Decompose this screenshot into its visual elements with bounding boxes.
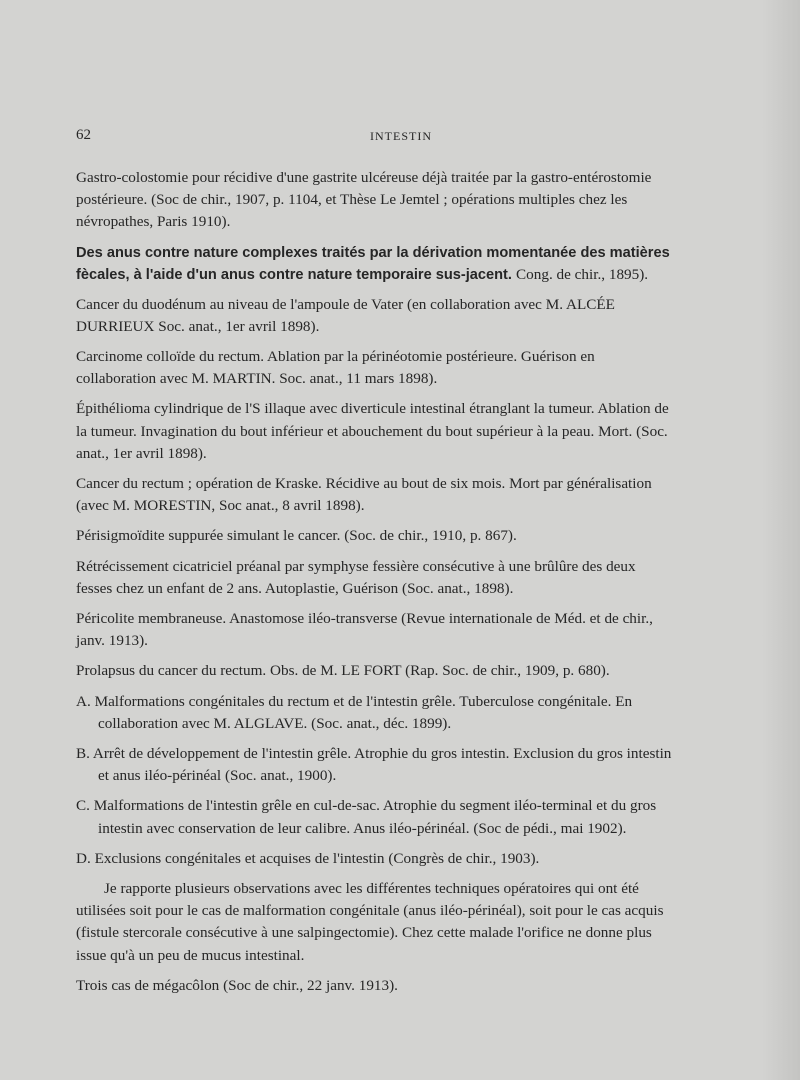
bibliography-entry <box>76 975 672 997</box>
entry-reference: Méd. et de chir., janv. 1913). <box>76 610 653 650</box>
bibliography-entry <box>76 660 672 682</box>
entry-label: D. <box>76 849 91 867</box>
entry-text: Trois cas de mégacôlon <box>76 976 220 994</box>
entry-text: Rétrécissement cicatriciel préanal par symphyse fessière consécutive à une brûlûre des deux fesses chez un enfant de 2 ans. Autoplastie, Guérison <box>76 557 636 597</box>
bibliography-entry <box>76 608 672 652</box>
bibliography-entry <box>76 556 672 600</box>
entry-reference: Soc. anat., 1er avril 1898). <box>158 317 320 335</box>
entry-text: Des anus contre nature complexes traités par la dérivation momentanée des matières fècales, à l'aide d'un anus contre nature temporaire sus-jacent. <box>76 244 670 283</box>
entry-text: Péricolite membraneuse. Anastomose iléo-transverse (Revue internationale de <box>76 610 551 628</box>
entry-text: Prolapsus du cancer du rectum. Obs. de M. LE FORT (Rap. <box>76 662 439 680</box>
bibliography-entry <box>76 525 672 547</box>
entry-text: Épithélioma cylindrique de l'S illaque avec diverticule intestinal étranglant la tumeur. Ablation de la tumeur. Invagination du bout inférieur et abouchement du bout supérieur à la peau. Mort. <box>76 400 669 440</box>
entry-reference: Soc. de chir., 1909, p. 680). <box>442 662 610 680</box>
bibliography-entry <box>76 398 672 465</box>
lettered-entry <box>76 743 672 787</box>
bibliography-entry <box>76 346 672 390</box>
page-number: 62 <box>76 127 91 143</box>
entry-reference: (Soc. anat., déc. 1899). <box>311 714 452 732</box>
entry-text: Cancer du duodénum au niveau de l'ampoule de Vater (en collaboration avec M. ALCÉE DURRIEUX <box>76 295 615 335</box>
entry-reference: (Soc. anat., 1er avril 1898). <box>76 422 668 462</box>
lettered-entry <box>76 848 672 870</box>
bibliography-entry <box>76 473 672 517</box>
page-content <box>76 167 672 1005</box>
bibliography-entry <box>76 167 672 234</box>
entry-reference: (Soc de pédi., mai 1902). <box>473 819 627 837</box>
body-paragraph: Je rapporte plusieurs observations avec les différentes techniques opératoires qui ont été utilisées soit pour le cas de malformation congénitale (anus iléo-périnéal), soit pour le cas acquis (fistule stercorale consécutive à une salpingectomie). Chez cette malade l'orifice ne donne plus issue qu'à un peu de mucus intestinal. <box>76 880 664 964</box>
page-edge-shadow <box>762 0 800 1080</box>
entry-text: Arrêt de développement de l'intestin grêle. Atrophie du gros intestin. Exclusion du gros intestin et anus iléo-périnéal <box>92 745 672 785</box>
entry-label: A. <box>76 692 91 710</box>
entry-reference: (Soc de chir., 22 janv. 1913). <box>223 976 398 994</box>
entry-reference: (Congrès de chir., 1903). <box>388 849 540 867</box>
entry-text: Malformations de l'intestin grêle en cul-de-sac. Atrophie du segment iléo-terminal et du gros intestin avec conservation de leur calibre. Anus iléo-périnéal. <box>93 797 657 837</box>
entry-reference: (Soc de chir., 1907, p. 1104, et Thèse Le Jemtel ; opérations multiples chez les névropathes, Paris 1910). <box>76 191 628 231</box>
bibliography-entry <box>76 294 672 338</box>
entry-text: Carcinome colloïde du rectum. Ablation par la périnéotomie postérieure. Guérison en collaboration avec M. MARTIN. <box>76 348 595 388</box>
entry-text: Périsigmoïdite suppurée simulant le cancer. <box>76 527 341 545</box>
entry-label: B. <box>76 745 90 763</box>
page-header <box>76 127 726 151</box>
lettered-entry <box>76 691 672 735</box>
lettered-entry <box>76 795 672 839</box>
entry-text: Gastro-colostomie pour récidive d'une gastrite ulcéreuse déjà traitée par la gastro-entérostomie postérieure. <box>76 169 652 209</box>
entry-text: Malformations congénitales du rectum et de l'intestin grêle. Tuberculose congénitale. En collaboration avec M. ALGLAVE. <box>94 692 633 732</box>
running-head: INTESTIN <box>370 129 432 143</box>
entry-reference: (Soc. de chir., 1910, p. 867). <box>344 527 517 545</box>
entry-reference: Soc anat., 8 avril 1898). <box>219 497 365 515</box>
bibliography-entry-bold <box>76 242 672 286</box>
entry-reference: Soc. anat., 11 mars 1898). <box>279 370 438 388</box>
entry-reference: Cong. de chir., 1895). <box>516 265 649 283</box>
entry-text: Cancer du rectum ; opération de Kraske. Récidive au bout de six mois. Mort par généralisation (avec M. MORESTIN, <box>76 475 652 515</box>
entry-text: Exclusions congénitales et acquises de l'intestin <box>94 849 385 867</box>
entry-label: C. <box>76 797 90 815</box>
entry-reference: (Soc. anat., 1898). <box>402 579 514 597</box>
entry-reference: (Soc. anat., 1900). <box>224 767 337 785</box>
